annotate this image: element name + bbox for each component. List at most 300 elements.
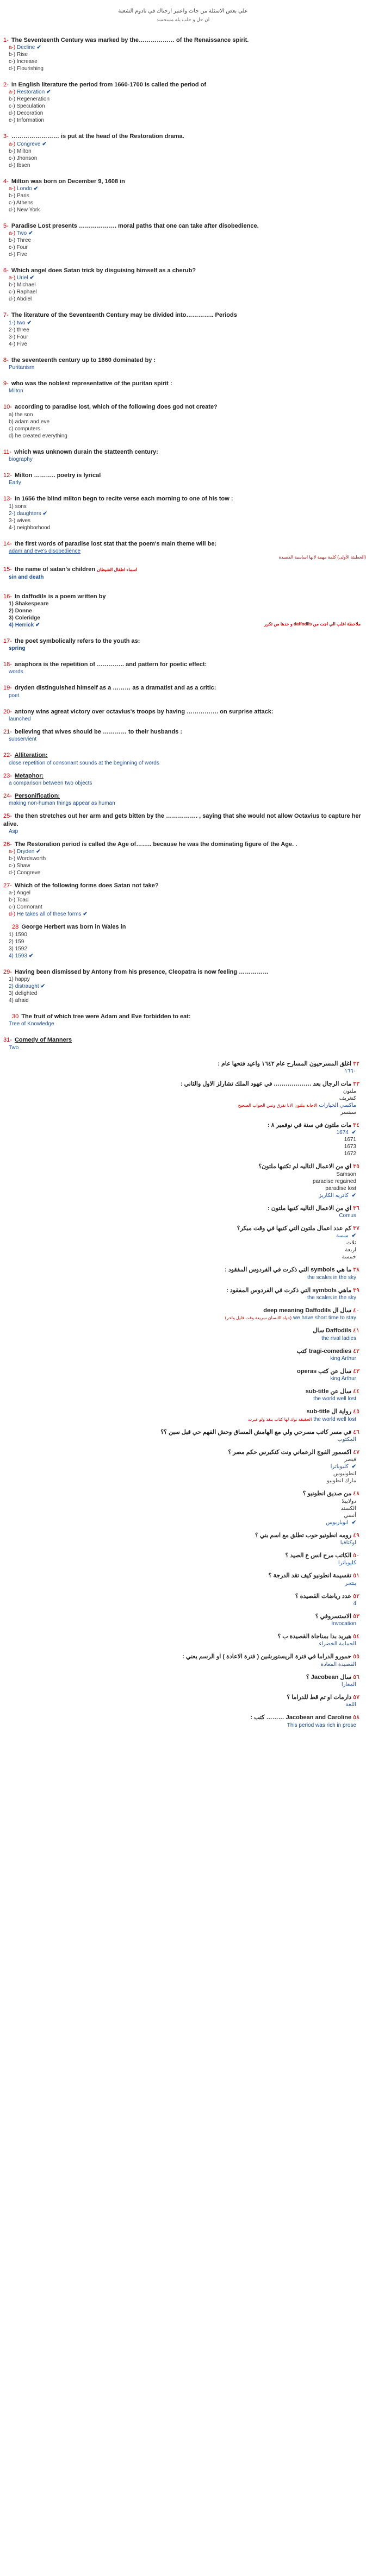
answer-text: poet <box>9 692 20 699</box>
question-1 <box>3 36 366 72</box>
option-b[interactable]: 1671 <box>344 1137 356 1143</box>
option-a[interactable]: ✔ سسة <box>336 1233 356 1239</box>
option-a[interactable]: ملتون <box>343 1088 356 1095</box>
option-2[interactable]: 2-) three <box>9 327 29 333</box>
option-d[interactable]: 1672 <box>344 1151 356 1157</box>
question-number: ٥٥ <box>353 1653 359 1660</box>
answer-text: Asp <box>9 828 18 835</box>
question-number: 14- <box>3 540 12 547</box>
question-16 <box>3 593 366 629</box>
option-b[interactable]: b-) Michael <box>9 282 36 289</box>
question-text: اكسمور الفوج الرعماني ونت كنكبرس حكم مصر ؟ <box>228 1449 352 1456</box>
option-c[interactable]: ماكسي الخيارات الاجابة ملتون الابا نفرق وتس الجواب الصحيح <box>238 1102 356 1109</box>
question-28 <box>3 923 366 959</box>
check-icon: ✔ <box>28 230 33 237</box>
option-c[interactable]: c-) Increase <box>9 58 38 65</box>
question-number: ٤٩ <box>353 1532 359 1539</box>
question-text: سال Jacobean ؟ <box>306 1674 352 1681</box>
question-number: ٤٨ <box>353 1490 359 1497</box>
option-a[interactable]: a-) Congreve ✔ <box>9 141 47 147</box>
document-subtitle: ان حل و حلب يله مسحسد <box>156 17 210 22</box>
answer-text: biography <box>9 456 33 462</box>
question-25 <box>3 812 366 835</box>
question-number: ٣٢ <box>353 1060 359 1067</box>
question-45 <box>3 1408 366 1422</box>
option-a[interactable]: a-) Restoration ✔ <box>9 89 51 96</box>
arabic-note: (الخطيئة الأولى) كلمة مهمة لانها اساسية القصيدة <box>278 554 366 560</box>
option-c[interactable]: c-) Athens <box>9 199 34 206</box>
question-46 <box>3 1428 366 1443</box>
option-a[interactable]: a-) Londo ✔ <box>9 185 39 192</box>
question-number: 23- <box>3 772 12 779</box>
option-d[interactable]: d-) Ibsen <box>9 162 30 168</box>
option-c[interactable]: c-) Speculation <box>9 103 45 110</box>
question-text: Metaphor: <box>14 772 44 779</box>
question-number: 9- <box>3 380 9 387</box>
question-number: 10- <box>3 404 12 411</box>
option-2[interactable]: 2) distraught ✔ <box>9 983 45 989</box>
question-number: 21- <box>3 729 12 736</box>
question-number: 1- <box>3 36 9 43</box>
question-number: ٣٦ <box>353 1205 359 1212</box>
question-text: In daffodils is a poem written by <box>14 593 106 600</box>
question-text: الكاتب مرح انس ع الصيد ؟ <box>285 1552 352 1559</box>
question-text: حمورو الدراما في فترة الريستورشين ( فترة الاعادة ) او الرسم يعني : <box>182 1653 352 1660</box>
option-b[interactable]: ✔ كليوباترا <box>330 1464 356 1470</box>
answer-text: the rival ladies <box>321 1335 356 1342</box>
question-number: 29- <box>3 968 12 975</box>
check-icon: ✔ <box>46 89 51 96</box>
option-d[interactable]: d-) Five <box>9 252 27 258</box>
option-b[interactable]: b-) Three <box>9 237 31 244</box>
question-text: هيريد بدا بمناجاة القصيدة ب ؟ <box>277 1633 352 1640</box>
question-text: اي من الاعمال التاليه كتبها ملتون : <box>268 1205 352 1212</box>
question-33 <box>3 1080 366 1116</box>
check-icon: ✔ <box>42 510 47 517</box>
option-e[interactable]: e-) Information <box>9 117 45 124</box>
option-d[interactable]: خمسة <box>342 1254 356 1261</box>
question-6 <box>3 267 366 303</box>
answer-text: Two <box>9 1044 19 1051</box>
question-30 <box>3 1013 366 1027</box>
question-37 <box>3 1225 366 1261</box>
option-c[interactable]: 1673 <box>344 1144 356 1150</box>
option-d[interactable]: d) he created everything <box>9 433 67 439</box>
question-text: in 1656 the blind milton begn to recite verse each morning to one of his tow : <box>14 496 233 503</box>
question-text: the seventeenth century up to 1660 dominated by : <box>11 356 156 363</box>
question-number: ٥٠ <box>353 1552 359 1559</box>
option-c[interactable]: أنسي <box>344 1512 356 1519</box>
check-icon: ✔ <box>28 952 34 959</box>
question-21 <box>3 728 366 743</box>
answer-text: a comparison between two objects <box>9 780 92 786</box>
option-4[interactable]: 4) afraid <box>9 997 29 1004</box>
option-2[interactable]: 2) 159 <box>9 938 24 945</box>
question-58 <box>3 1714 366 1728</box>
question-text: Milton was born on December 9, 1608 in <box>11 178 125 185</box>
question-49 <box>3 1532 366 1546</box>
answer-text: القصيدة المعادة <box>320 1661 356 1668</box>
question-12 <box>3 472 366 486</box>
question-number: 3- <box>3 133 9 140</box>
question-text: مات ملتون في سنة في نوفمبر ٨ : <box>267 1122 352 1129</box>
question-10 <box>3 403 366 439</box>
question-52 <box>3 1593 366 1607</box>
question-text: ماهي symbols التي ذكرت في الفردوس المفقود : <box>226 1287 352 1294</box>
question-text: The Restoration period is called the Age of…….. because he was the dominating figure of the Age. . <box>14 841 297 848</box>
answer-text: كليوباترا <box>338 1560 356 1566</box>
question-text: ما هي symbols التي ذكرت في الفردوس المفقود : <box>225 1267 352 1274</box>
answer-text: الحمامة الخضراء <box>319 1641 356 1647</box>
question-20 <box>3 708 366 723</box>
answer-text: spring <box>9 645 26 652</box>
question-text: سال ال deep meaning Daffodils <box>263 1307 352 1314</box>
question-36 <box>3 1205 366 1219</box>
question-number: 5- <box>3 222 9 229</box>
option-a[interactable]: a-) Dryden ✔ <box>9 849 41 855</box>
question-43 <box>3 1368 366 1382</box>
option-a[interactable]: a-) Two ✔ <box>9 230 33 237</box>
answer-text: launched <box>9 716 31 723</box>
answer-text: Milton <box>9 388 23 394</box>
check-icon: ✔ <box>27 319 32 326</box>
question-text: كم عدد اعمال ملتون التي كتبها في وقت مبكر؟ <box>237 1225 352 1232</box>
question-57 <box>3 1694 366 1708</box>
answer-text: king Arthur <box>330 1376 356 1382</box>
question-text: The Seventeenth Century was marked by the……………… of the Renaissance spirit. <box>11 36 249 43</box>
question-7 <box>3 311 366 347</box>
question-number: ٥٨ <box>353 1714 359 1721</box>
question-text: تقسيمة انطونيو كيف تقد الدرجة ؟ <box>268 1572 352 1580</box>
question-5 <box>3 222 366 258</box>
question-number: ٣٥ <box>353 1163 359 1170</box>
question-40 <box>3 1307 366 1321</box>
question-number: ٥٦ <box>353 1674 359 1681</box>
question-text: Which of the following forms does Satan not take? <box>14 882 159 889</box>
document-title: علي بعض الاسئلة من جات واعتبر ارحناك في نادوم الشعبة <box>118 8 248 14</box>
option-a[interactable]: a-) Angel <box>9 890 31 897</box>
question-text: الاستسروفي ؟ <box>315 1613 352 1620</box>
answer-text: we have short time to stay (حياه الانسان سريعة وقت قليل واخر) <box>225 1315 356 1321</box>
check-icon: ✔ <box>36 44 41 51</box>
question-number: 20- <box>3 708 12 715</box>
option-d[interactable]: d-) New York <box>9 206 40 213</box>
check-icon: ✔ <box>40 983 45 989</box>
option-a[interactable]: a-) Decline ✔ <box>9 44 41 51</box>
question-number: ٤٦ <box>353 1428 359 1436</box>
option-c[interactable]: c) computers <box>9 425 40 432</box>
answer-text: words <box>9 669 23 675</box>
check-icon: ✔ <box>36 849 41 855</box>
question-text: who was the noblest representative of the puritan spirit : <box>11 380 172 387</box>
answer-text: ينتحر <box>345 1580 356 1587</box>
question-number: 15- <box>3 566 12 573</box>
answer-text: the world well lost الحقيقة توك لها كتاب ينقذ ولو غيرت <box>247 1416 356 1422</box>
question-19 <box>3 684 366 699</box>
question-29 <box>3 968 366 1004</box>
question-number: ٥١ <box>353 1572 359 1580</box>
check-icon: ✔ <box>83 911 88 918</box>
question-text: سال عن sub-title <box>305 1388 352 1395</box>
option-d[interactable]: d-) Congreve <box>9 870 41 876</box>
option-c[interactable]: c-) Shaw <box>9 863 30 869</box>
option-b[interactable]: b-) Wordsworth <box>9 856 46 862</box>
question-27 <box>3 882 366 918</box>
question-3 <box>3 133 366 168</box>
question-text: سال عن كتب operas <box>297 1368 352 1375</box>
question-number: 8- <box>3 356 9 363</box>
question-51 <box>3 1572 366 1587</box>
question-number: 30 <box>12 1013 19 1020</box>
option-4[interactable]: 4-) neighborhood <box>9 524 51 531</box>
question-41 <box>3 1327 366 1342</box>
question-number: ٣٩ <box>353 1287 359 1294</box>
option-4[interactable]: 4) 1593 ✔ <box>9 952 34 959</box>
question-text: في مسر كاتب مسرحي ولي مع الهامش المساق وحش الفهم حي قبل سبن ؟؟ <box>160 1428 352 1436</box>
arabic-note: اسماء اطفال الشيطان <box>97 567 138 573</box>
option-3[interactable]: 3) 1592 <box>9 945 27 952</box>
question-number: 22- <box>3 752 12 759</box>
question-18 <box>3 661 366 675</box>
answer-text: subservient <box>9 736 37 743</box>
option-b[interactable]: ثلاث <box>346 1240 356 1246</box>
question-number: ٣٧ <box>353 1225 359 1232</box>
option-c[interactable]: انطونيوس <box>333 1471 356 1477</box>
question-number: ٥٧ <box>353 1694 359 1701</box>
question-text: Personification: <box>14 792 60 799</box>
option-a[interactable]: Samson <box>336 1171 356 1177</box>
question-11 <box>3 448 366 463</box>
question-2 <box>3 81 366 124</box>
question-text: dryden distinguished himself as a ……… as a dramatist and as a critic: <box>14 685 216 692</box>
question-34 <box>3 1121 366 1157</box>
option-b[interactable]: b-) Toad <box>9 897 29 904</box>
question-text: مات الرجال بعد ………………. في عهود الملك تشارلز الاول والثاني : <box>180 1080 352 1087</box>
question-number: 4- <box>3 178 9 185</box>
question-text: اي من الاعمال التاليه لم تكتبها ملتون؟ <box>258 1163 352 1170</box>
question-text: رومه انطونيو حوب تطلق مع اسم بني ؟ <box>255 1532 352 1539</box>
question-text: Alliteration: <box>14 752 48 759</box>
question-38 <box>3 1266 366 1281</box>
question-number: 27- <box>3 882 12 889</box>
option-3[interactable]: 3) Coleridge <box>9 615 40 621</box>
question-number: ٤٤ <box>353 1388 359 1395</box>
option-c[interactable]: c-) Four <box>9 245 28 251</box>
option-b[interactable]: paradise regained <box>312 1178 356 1184</box>
question-text: the then stretches out her arm and gets bitten by the ……………. , saying that she would not allow Octavius to capture her alive. <box>3 813 361 828</box>
option-c[interactable]: paradise lost <box>325 1185 356 1192</box>
option-b[interactable]: b-) Paris <box>9 192 29 199</box>
question-text: which was unknown durain the statteenth century: <box>14 448 158 455</box>
option-d[interactable]: ✔ كاتريه الكاريز <box>319 1192 356 1199</box>
option-1[interactable]: 1) 1590 <box>9 931 27 938</box>
answer-text: اللغة <box>345 1702 356 1708</box>
option-a[interactable]: ✔ 1674 <box>336 1130 356 1136</box>
option-d[interactable]: d-) Flourishing <box>9 65 44 72</box>
question-56 <box>3 1674 366 1688</box>
answer-text: Invocation <box>331 1621 356 1627</box>
question-text: Having been dismissed by Antony from his presence, Cleopatra is now feeling …………… <box>14 968 269 975</box>
question-32 <box>3 1060 366 1075</box>
question-26 <box>3 841 366 876</box>
question-text: The fruit of which tree were Adam and Eve forbidden to eat: <box>21 1013 191 1020</box>
question-13 <box>3 495 366 531</box>
question-number: 28 <box>12 924 19 931</box>
question-number: ٣٤ <box>353 1122 359 1129</box>
question-text: antony wins agreat victory over octavius's troops by having ……………. on surprise attack: <box>14 708 274 715</box>
question-23 <box>3 772 366 787</box>
question-39 <box>3 1287 366 1301</box>
option-b[interactable]: كنغريف <box>339 1095 356 1102</box>
question-text: Comedy of Manners <box>14 1037 72 1044</box>
answer-text: المغارا <box>341 1682 356 1688</box>
question-number: ٤٧ <box>353 1449 359 1456</box>
answer-text: اوكتافيا <box>340 1539 356 1546</box>
question-text: رواية ال sub-title <box>306 1408 352 1415</box>
document-header <box>0 8 366 23</box>
question-number: 19- <box>3 685 12 692</box>
question-number: ٥٣ <box>353 1613 359 1620</box>
option-d[interactable]: d-) Abdiel <box>9 296 32 303</box>
question-text: دارمات او تم قط للدراما ؟ <box>287 1694 352 1701</box>
answer-text: sin and death <box>9 574 44 580</box>
answer-text: المكتوب <box>337 1437 356 1443</box>
option-3[interactable]: 3-) Four <box>9 334 28 340</box>
question-number: 25- <box>3 813 12 820</box>
question-text: believing that wives should be ………… to their husbands : <box>14 729 183 736</box>
option-b[interactable]: b-) Rise <box>9 51 28 58</box>
question-number: 6- <box>3 267 9 274</box>
answer-text: This period was rich in prose <box>287 1722 356 1728</box>
option-a[interactable]: a) the son <box>9 411 33 418</box>
question-text: Paradise Lost presents ………………. moral paths that one can take after disobedience. <box>11 222 259 229</box>
question-text: Milton ……….. poetry is lyrical <box>14 472 101 479</box>
question-text: …………………… is put at the head of the Restoration drama. <box>11 133 184 140</box>
question-number: 31- <box>3 1037 12 1044</box>
question-text: عدد رياضات القصيدة ؟ <box>295 1593 352 1600</box>
option-2[interactable]: 2-) daughters ✔ <box>9 510 47 517</box>
question-number: ٥٤ <box>353 1633 359 1640</box>
question-22 <box>3 751 366 766</box>
question-number: 12- <box>3 472 12 479</box>
question-number: 2- <box>3 81 9 88</box>
question-50 <box>3 1552 366 1566</box>
answer-text: the scales in the sky <box>307 1294 356 1301</box>
option-b[interactable]: الكسند <box>340 1505 356 1512</box>
question-47 <box>3 1449 366 1484</box>
option-c[interactable]: اربعة <box>345 1247 356 1253</box>
answer-text: close repetition of consonant sounds at the beginning of words <box>9 760 159 766</box>
option-a[interactable]: قيصر <box>344 1457 356 1463</box>
question-number: ٥٢ <box>353 1593 359 1600</box>
check-icon: ✔ <box>35 622 40 628</box>
option-c[interactable]: c-) Raphael <box>9 289 37 296</box>
question-9 <box>3 380 366 394</box>
option-d[interactable]: مارك انطونيو <box>326 1478 356 1484</box>
answer-text: Puritanism <box>9 365 35 371</box>
question-number: ٤٣ <box>353 1368 359 1375</box>
option-1[interactable]: 1) Shakespeare <box>9 600 49 607</box>
option-d[interactable]: ✔ انوباربوس <box>326 1519 356 1526</box>
option-a[interactable]: دولابيلا <box>342 1498 356 1505</box>
question-17 <box>3 637 366 652</box>
answer-text: Early <box>9 480 21 486</box>
option-b[interactable]: b) adam and eve <box>9 418 50 425</box>
check-icon: ✔ <box>33 185 39 192</box>
option-1[interactable]: 1) sons <box>9 503 27 510</box>
question-text: anaphora is the repetition of ………….. and pattern for poetic effect: <box>14 661 207 668</box>
answer-text: Comus <box>339 1213 356 1219</box>
question-text: Daffodils سال <box>313 1327 352 1334</box>
answer-text: the world well lost <box>313 1396 356 1402</box>
option-1[interactable]: 1) happy <box>9 976 30 982</box>
question-number: 13- <box>3 496 12 503</box>
question-text: the first words of paradise lost stat that the poem's main theme will be: <box>14 540 217 547</box>
option-2[interactable]: 2) Donne <box>9 607 32 614</box>
option-d[interactable]: سبنسر <box>340 1110 356 1116</box>
option-1[interactable]: 1-) two ✔ <box>9 319 32 326</box>
question-number: 26- <box>3 841 12 848</box>
option-b[interactable]: b-) Regeneration <box>9 96 50 103</box>
option-3[interactable]: 3) delighted <box>9 990 38 996</box>
question-number: 16- <box>3 593 12 600</box>
question-31 <box>3 1036 366 1051</box>
check-icon: ✔ <box>29 275 34 281</box>
question-8 <box>3 356 366 371</box>
question-text: In English literature the period from 1660-1700 is called the period of <box>11 81 207 88</box>
option-3[interactable]: 3-) wives <box>9 517 31 524</box>
question-48 <box>3 1490 366 1526</box>
option-d[interactable]: d-) Decoration <box>9 110 44 117</box>
question-55 <box>3 1653 366 1668</box>
question-44 <box>3 1388 366 1402</box>
question-number: ٤٥ <box>353 1408 359 1415</box>
question-54 <box>3 1633 366 1647</box>
question-15 <box>3 566 366 580</box>
answer-text: Tree of Knowledge <box>9 1021 54 1027</box>
question-text: the name of satan's children <box>14 566 96 573</box>
answer-text: the scales in the sky <box>307 1274 356 1281</box>
answer-text: king Arthur <box>330 1355 356 1362</box>
question-text: Jacobean and Caroline ……… كتب : <box>250 1714 352 1721</box>
option-d[interactable]: d-) He takes all of these forms ✔ <box>9 911 88 918</box>
answer-text: making non-human things appear as human <box>9 800 115 807</box>
arabic-note: ملاحظة اغلب الي اجت من daffodils و حدها من تكرر <box>264 621 361 626</box>
question-number: 24- <box>3 792 12 799</box>
question-number: 11- <box>3 448 12 455</box>
question-text: according to paradise lost, which of the following does god not create? <box>14 404 218 411</box>
option-c[interactable]: c-) Cormorant <box>9 904 42 911</box>
check-icon: ✔ <box>42 141 47 147</box>
option-a[interactable]: a-) Uriel ✔ <box>9 275 34 281</box>
question-text: the poet symbolically refers to the youth as: <box>14 637 140 644</box>
question-text: George Herbert was born in Wales in <box>21 924 126 931</box>
answer-text: ١٦٦٠ <box>344 1068 356 1074</box>
question-number: ٣٨ <box>353 1267 359 1274</box>
question-number: 7- <box>3 312 9 319</box>
question-4 <box>3 178 366 214</box>
option-c[interactable]: c-) Jhonson <box>9 155 38 161</box>
question-35 <box>3 1163 366 1199</box>
option-4[interactable]: 4-) Five <box>9 341 27 347</box>
question-14 <box>3 540 366 561</box>
question-24 <box>3 792 366 807</box>
question-text: tragi-comedies كتب <box>296 1347 352 1355</box>
option-b[interactable]: b-) Milton <box>9 148 32 154</box>
question-number: ٣٣ <box>353 1080 359 1087</box>
question-text: The literature of the Seventeenth Century may be divided into………….. Periods <box>11 312 237 319</box>
option-4[interactable]: 4) Herrick ✔ ملاحظة اغلب الي اجت من daffodils و حدها من تكرر <box>9 621 361 628</box>
